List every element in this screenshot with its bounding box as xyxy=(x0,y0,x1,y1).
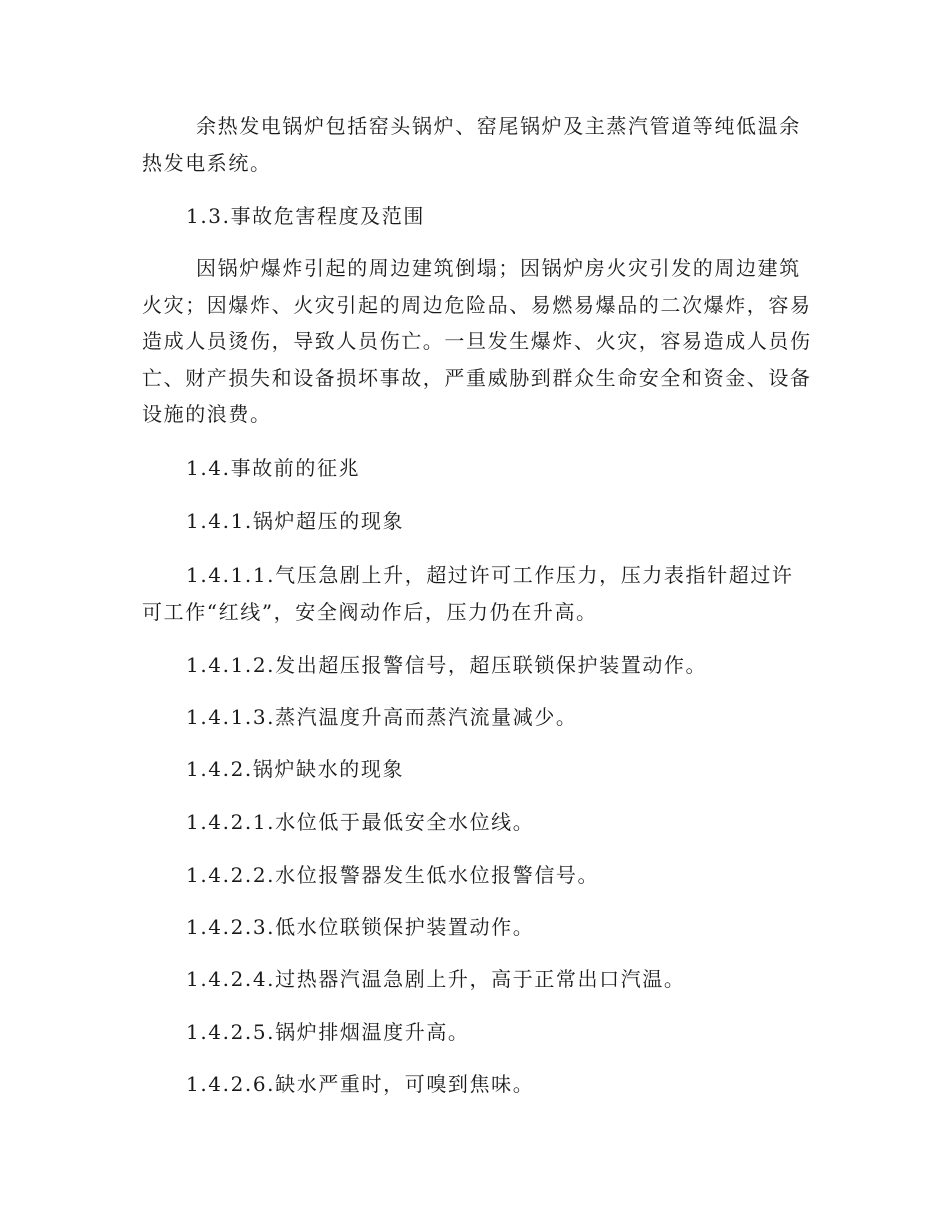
list-item-1-4-2-2: 1.4.2.2.水位报警器发生低水位报警信号。 xyxy=(186,863,600,887)
intro-paragraph: 余热发电锅炉包括窑头锅炉、窑尾锅炉及主蒸汽管道等纯低温余热发电系统。 xyxy=(142,114,801,175)
subsection-heading-1-4-2: 1.4.2.锅炉缺水的现象 xyxy=(186,757,405,781)
list-item-1-4-2-5: 1.4.2.5.锅炉排烟温度升高。 xyxy=(186,1020,470,1044)
list-item-1-4-2-3: 1.4.2.3.低水位联锁保护装置动作。 xyxy=(186,915,535,939)
list-item-1-4-1-2: 1.4.1.2.发出超压报警信号，超压联锁保护装置动作。 xyxy=(186,653,708,677)
hazard-scope-paragraph: 因锅炉爆炸引起的周边建筑倒塌；因锅炉房火灾引发的周边建筑火灾；因爆炸、火灾引起的周边危险品、易燃易爆品的二次爆炸，容易造成人员烫伤，导致人员伤亡。一旦发生爆炸、火灾，容易造成人员伤亡、财产损失和设备损坏事故，严重威胁到群众生命安全和资金、设备设施的浪费。 xyxy=(142,256,812,426)
list-item-1-4-1-1: 1.4.1.1.气压急剧上升，超过许可工作压力，压力表指针超过许可工作“红线”，安全阀动作后，压力仍在升高。 xyxy=(142,563,794,624)
list-item-1-4-1-3: 1.4.1.3.蒸汽温度升高而蒸汽流量减少。 xyxy=(186,705,578,729)
subsection-heading-1-4-1: 1.4.1.锅炉超压的现象 xyxy=(186,509,405,533)
section-heading-1-3: 1.3.事故危害程度及范围 xyxy=(186,204,425,228)
list-item-1-4-2-1: 1.4.2.1.水位低于最低安全水位线。 xyxy=(186,810,535,834)
section-heading-1-4: 1.4.事故前的征兆 xyxy=(186,456,361,480)
list-item-1-4-2-4: 1.4.2.4.过热器汽温急剧上升，高于正常出口汽温。 xyxy=(186,967,686,991)
list-item-1-4-2-6: 1.4.2.6.缺水严重时，可嗅到焦味。 xyxy=(186,1072,535,1096)
